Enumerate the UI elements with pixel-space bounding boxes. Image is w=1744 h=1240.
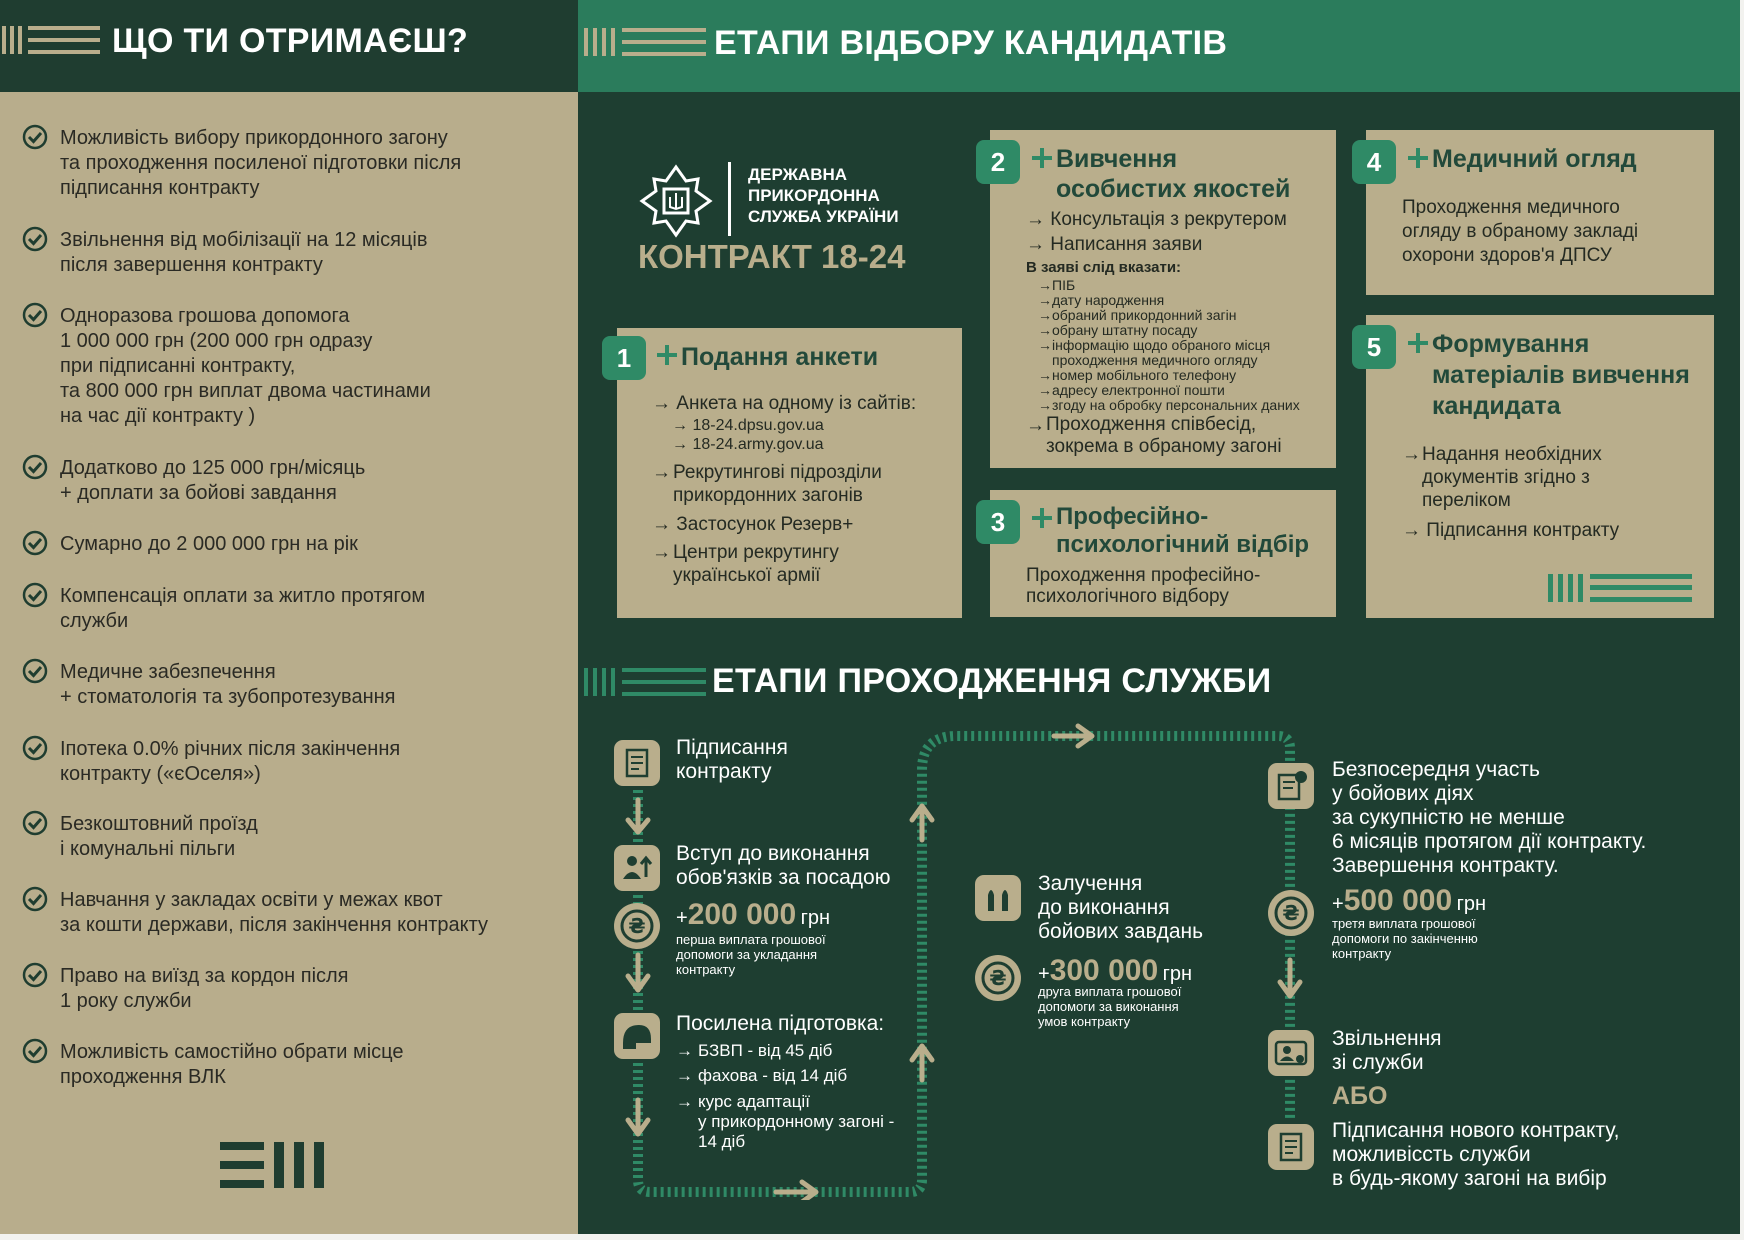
check-circle-icon xyxy=(22,810,48,836)
payment-3-amount: +500 000 грн xyxy=(1332,884,1487,917)
check-circle-icon xyxy=(22,302,48,328)
step-3-badge: 3 xyxy=(976,500,1020,544)
hryvnia-coin-icon xyxy=(1268,890,1314,936)
step-5-line-1-text: Надання необхідних документів згідно з переліком xyxy=(1422,444,1602,511)
stage-sign-contract: Підписання контракту xyxy=(676,736,788,783)
site-link-1[interactable]: → 18-24.dpsu.gov.ua xyxy=(672,417,824,434)
cross-icon xyxy=(1408,148,1428,168)
benefit-text: Сумарно до 2 000 000 грн на рік xyxy=(60,533,358,555)
org-name: ДЕРЖАВНА ПРИКОРДОННА СЛУЖБА УКРАЇНИ xyxy=(748,165,899,226)
cross-icon xyxy=(1032,148,1052,168)
step-5-badge: 5 xyxy=(1352,325,1396,369)
cross-icon xyxy=(657,345,677,365)
step-1-line-2: → xyxy=(652,462,671,483)
step-1-line-1: → Анкета на одному із сайтів: xyxy=(652,393,917,414)
check-circle-icon xyxy=(22,124,48,150)
logo-divider xyxy=(728,162,731,236)
step-2-line-3: → xyxy=(1026,415,1045,436)
cross-icon xyxy=(1032,508,1052,528)
step-1-line-4-text: Центри рекрутингу української армії xyxy=(673,542,839,586)
site-link-2[interactable]: → 18-24.army.gov.ua xyxy=(672,436,824,453)
step-1-line-4: → xyxy=(652,542,671,563)
check-circle-icon xyxy=(22,962,48,988)
payment-2-note: друга виплата грошової допомоги за виконання умов контракту xyxy=(1038,984,1182,1029)
check-circle-icon xyxy=(22,530,48,556)
benefit-text: Звільнення від мобілізації на 12 місяців після завершення контракту xyxy=(60,229,428,276)
duty-icon xyxy=(614,845,660,891)
step-2-line-1: → Консультація з рекрутером xyxy=(1026,209,1287,230)
benefits-heading: ЩО ТИ ОТРИМАЄШ? xyxy=(112,22,469,60)
step-4-text: Проходження медичного огляду в обраному закладі охорони здоров'я ДПСУ xyxy=(1402,197,1639,266)
svg-text:₴: ₴ xyxy=(1282,901,1300,925)
stage-start-duty: Вступ до виконання обов'язків за посадою xyxy=(676,842,891,889)
document-icon xyxy=(614,740,660,786)
payment-2-amount: +300 000 грн xyxy=(1038,954,1193,987)
check-circle-icon xyxy=(22,735,48,761)
benefit-text: Іпотека 0.0% річних після закінчення контракту («єОселя») xyxy=(60,738,401,785)
stripes-decoration xyxy=(0,22,104,58)
stage-new-contract: Підписання нового контракту, можливісcть служби в будь-якому загоні на вибір xyxy=(1332,1119,1620,1190)
selection-heading: ЕТАПИ ВІДБОРУ КАНДИДАТІВ xyxy=(714,24,1228,62)
step-2-line-3-text: Проходження співбесід, зокрема в обраному загоні xyxy=(1046,414,1282,457)
payment-1-amount: +200 000 грн xyxy=(676,898,831,931)
border-guard-emblem-icon xyxy=(638,163,714,239)
stripes-decoration xyxy=(584,24,708,60)
ammunition-icon xyxy=(975,875,1021,921)
benefit-text: Можливість самостійно обрати місце проходження ВЛК xyxy=(60,1041,404,1088)
step-5-line-1: → xyxy=(1402,444,1421,465)
payment-3-note: третя виплата грошової допомоги по закінченню контракту xyxy=(1332,916,1478,961)
check-circle-icon xyxy=(22,226,48,252)
or-label: АБО xyxy=(1332,1082,1388,1110)
stage-combat-tasks: Залучення до виконання бойових завдань xyxy=(1038,872,1204,943)
step-1-badge: 1 xyxy=(602,336,646,380)
benefit-text: Компенсація оплати за житло протягом служби xyxy=(60,585,426,632)
stage-discharge: Звільнення зі служби xyxy=(1332,1027,1442,1074)
benefit-text: Можливість вибору прикордонного загону та проходження посиленої підготовки після підписання контракту xyxy=(60,127,462,199)
check-circle-icon xyxy=(22,582,48,608)
svg-text:₴: ₴ xyxy=(989,966,1007,990)
stage-combat-participation: Безпосередня участь у бойових діях за сукупністю не менше 6 місяців протягом дії контракту. Завершення контракту. xyxy=(1332,758,1647,877)
contract-title: КОНТРАКТ 18-24 xyxy=(638,238,906,275)
step-1-line-3: → Застосунок Резерв+ xyxy=(652,514,854,535)
step-5-title: Формування матеріалів вивчення кандидата xyxy=(1432,330,1690,420)
check-circle-icon xyxy=(22,658,48,684)
discharge-icon xyxy=(1268,1030,1314,1076)
step-4-title: Медичний огляд xyxy=(1432,145,1637,173)
document-icon xyxy=(1268,1124,1314,1170)
benefit-text: Одноразова грошова допомога 1 000 000 грн (200 000 грн одразу при підписанні контракту, та 800 000 грн виплат двома частинами на час дії контракту ) xyxy=(60,305,431,427)
step-3-title: Професійно- психологічний відбір xyxy=(1056,503,1310,558)
benefit-text: Безкоштовний проїзд і комунальні пільги xyxy=(60,813,258,860)
cross-icon xyxy=(1408,333,1428,353)
payment-1-note: перша виплата грошової допомоги за укладання контракту xyxy=(676,932,826,977)
stripes-decoration xyxy=(584,666,708,698)
step-1-line-2-text: Рекрутингові підрозділи прикордонних загонів xyxy=(673,462,882,506)
step-2-note: В заяві слід вказати: xyxy=(1026,259,1182,276)
step-3-text: Проходження професійно- психологічного відбору xyxy=(1026,565,1261,607)
step-5-line-2: → Підписання контракту xyxy=(1402,520,1620,541)
hryvnia-coin-icon xyxy=(975,955,1021,1001)
benefit-text: Додатково до 125 000 грн/місяць + доплати за бойові завдання xyxy=(60,457,366,504)
stripes-decoration xyxy=(1548,572,1694,604)
step-2-badge: 2 xyxy=(976,140,1020,184)
step-1-title: Подання анкети xyxy=(681,343,879,371)
stage-training: Посилена підготовка: xyxy=(676,1012,885,1035)
document-check-icon xyxy=(1268,763,1314,809)
helmet-icon xyxy=(614,1013,660,1059)
check-circle-icon xyxy=(22,454,48,480)
emblem-logo-icon xyxy=(220,1140,326,1190)
benefit-text: Право на виїзд за кордон після 1 року служби xyxy=(60,965,349,1012)
hryvnia-coin-icon xyxy=(614,903,660,949)
step-2-line-2: → Написання заяви xyxy=(1026,234,1203,255)
benefit-text: Навчання у закладах освіти у межах квот за кошти держави, після закінчення контракту xyxy=(60,889,488,936)
service-heading: ЕТАПИ ПРОХОДЖЕННЯ СЛУЖБИ xyxy=(712,662,1272,700)
benefit-text: Медичне забезпечення + стоматологія та зубопротезування xyxy=(60,661,396,708)
step-4-badge: 4 xyxy=(1352,140,1396,184)
step-2-title: Вивчення особистих якостей xyxy=(1056,145,1291,203)
check-circle-icon xyxy=(22,886,48,912)
check-circle-icon xyxy=(22,1038,48,1064)
svg-text:₴: ₴ xyxy=(628,914,646,938)
